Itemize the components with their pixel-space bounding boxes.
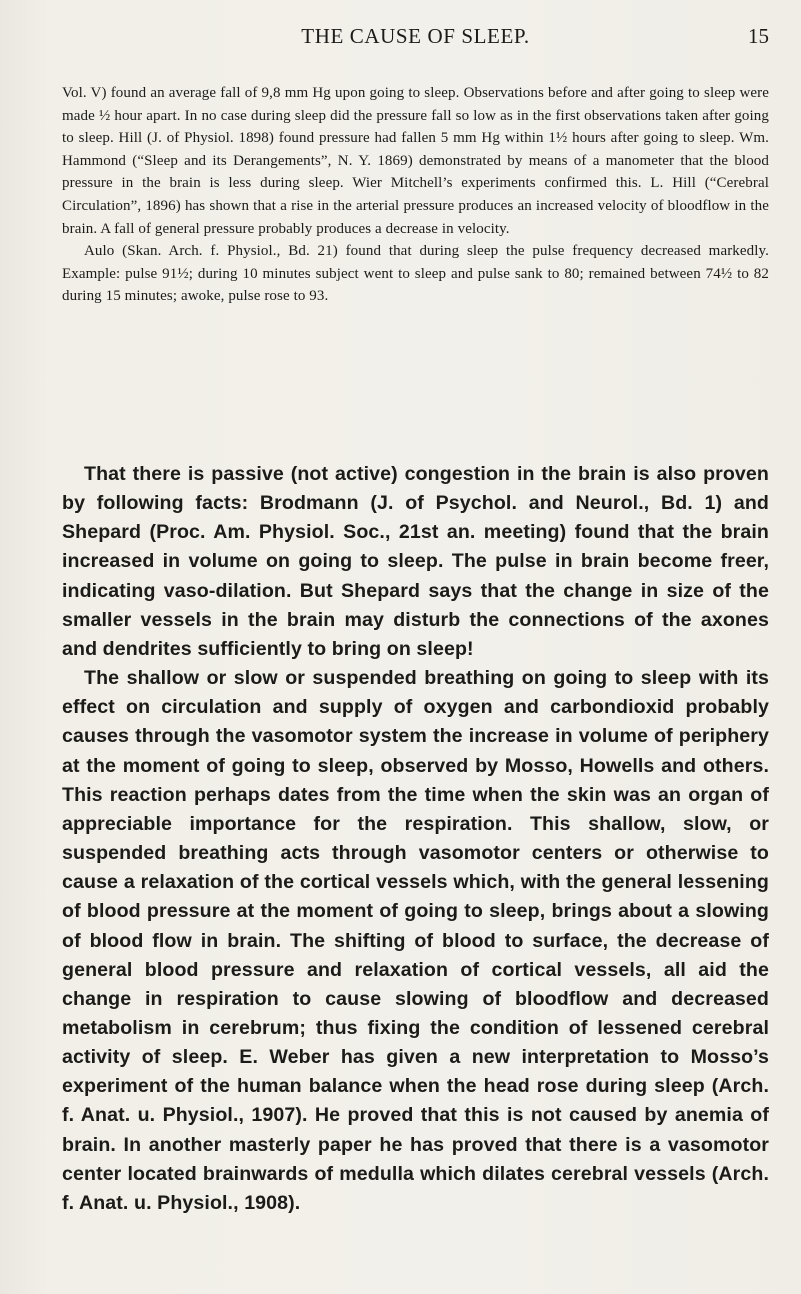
small-paragraph: Aulo (Skan. Arch. f. Physiol., Bd. 21) found that during sleep the pulse frequency decreased markedly. Example: pulse 91½; during 10 minutes subject went to sleep and pulse sank to 80; remained between 74½ to 82 during 15 minutes; awoke, pulse rose to 93. xyxy=(62,243,769,305)
main-paragraph: That there is passive (not active) congestion in the brain is also proven by following facts: Brodmann (J. of Psychol. and Neurol., Bd. 1) and Shepard (Proc. Am. Physiol. Soc., 21st an. meeting) found that the brain increased in volume on going to sleep. The pulse in brain become freer, indicating vaso-dilation. But Shepard says that the change in size of the smaller vessels in the brain may disturb the connections of the axones and dendrites sufficiently to bring on sleep! xyxy=(62,463,769,660)
running-head xyxy=(62,18,769,54)
page-number: 15 xyxy=(748,24,769,48)
main-paragraph: The shallow or slow or suspended breathing on going to sleep with its effect on circulation and supply of oxygen and carbondioxid probably causes through the vasomotor system the increase in volume of periphery at the moment of going to sleep, observed by Mosso, Howells and others. This reaction perhaps dates from the time when the skin was an organ of appreciable importance for the respiration. This shallow, slow, or suspended breathing acts through vasomotor centers or otherwise to cause a relaxation of the cortical vessels which, with the general lessening of blood pressure at the moment of going to sleep, brings about a slowing of blood flow in brain. The shifting of blood to surface, the decrease of general blood pressure and relaxation of cortical vessels, all aid the change in respiration to cause slowing of bloodflow and decreased metabolism in cerebrum; thus fixing the condition of lessened cerebral activity of sleep. E. Weber has given a new interpretation to Mosso’s experiment of the human balance when the head rose during sleep (Arch. f. Anat. u. Physiol., 1907). He proved that this is not caused by anemia of brain. In another masterly paper he has proved that there is a vasomotor center located brainwards of medulla which dilates cerebral vessels (Arch. f. Anat. u. Physiol., 1908). xyxy=(62,667,769,1214)
main-text-section xyxy=(62,460,769,1218)
running-title: THE CAUSE OF SLEEP. xyxy=(301,24,530,48)
small-paragraph: Vol. V) found an average fall of 9,8 mm Hg upon going to sleep. Observations before and after going to sleep were made ½ hour apart. In no case during sleep did the pressure fall so low as in the first observations taken after going to sleep. Hill (J. of Physiol. 1898) found pressure had fallen 5 mm Hg within 1½ hours after going to sleep. Wm. Hammond (“Sleep and its Derangements”, N. Y. 1869) demonstrated by means of a manometer that the blood pressure in the brain is less during sleep. Wier Mitchell’s experiments confirmed this. L. Hill (“Cerebral Circulation”, 1896) has shown that a rise in the arterial pressure produces an increased velocity of bloodflow in the brain. A fall of general pressure probably produces a decrease in velocity. xyxy=(62,85,769,237)
small-type-section xyxy=(62,82,769,308)
